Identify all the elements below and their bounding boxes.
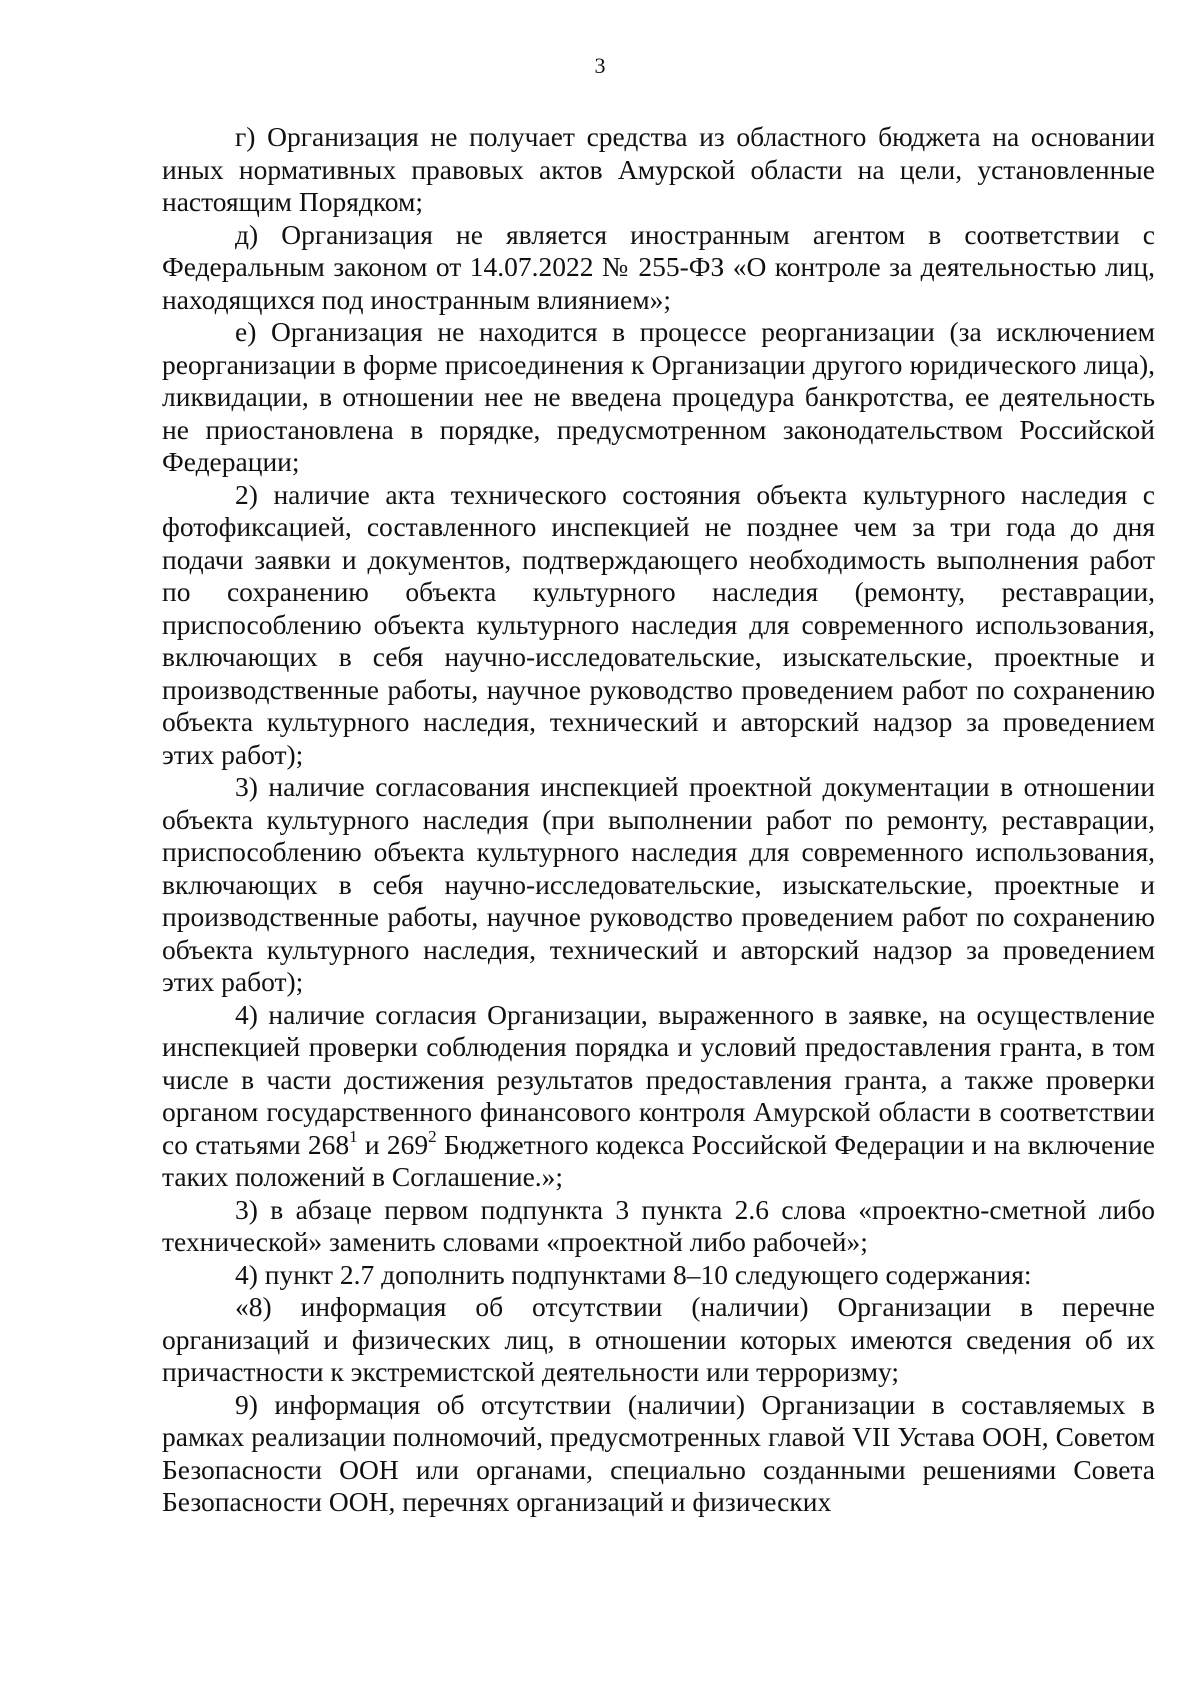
document-body <box>162 121 1155 1519</box>
paragraph-item-3: 3) наличие согласования инспекцией проектной документации в отношении объекта культурного наследия (при выполнении работ по ремонту, реставрации, приспособлению объекта культурного наследия для современного использования, включающих в себя научно-исследовательские, изыскательские, проектные и производственные работы, научное руководство проведением работ по сохранению объекта культурного наследия, технический и авторский надзор за проведением этих работ); <box>162 771 1155 997</box>
superscript-268-1: 1 <box>349 1126 358 1146</box>
paragraph-amendment-3: 3) в абзаце первом подпункта 3 пункта 2.6 слова «проектно-сметной либо технической» заменить словами «проектной либо рабочей»; <box>162 1193 1155 1257</box>
paragraph-amendment-4: 4) пункт 2.7 дополнить подпунктами 8–10 следующего содержания: <box>235 1258 1032 1290</box>
paragraph-subitem-8: «8) информация об отсутствии (наличии) Организации в перечне организаций и физических лиц, в отношении которых имеются сведения об их причастности к экстремистской деятельности или терроризму; <box>162 1291 1155 1387</box>
paragraph-item-4 <box>162 999 1155 1194</box>
paragraph-item-4-text-middle: и 269 <box>357 1128 429 1160</box>
paragraph-item-4-text-start: 4) наличие согласия Организации, выраженного в заявке, на осуществление инспекцией проверки соблюдения порядка и условий предоставления гранта, в том числе в части достижения результатов предоставления гранта, а также проверки органом государственного финансового контроля Амурской области в соответствии со статьями 268 <box>162 998 1155 1160</box>
paragraph-item-2: 2) наличие акта технического состояния объекта культурного наследия с фотофиксацией, составленного инспекцией не позднее чем за три года до дня подачи заявки и документов, подтверждающего необходимость выполнения работ по сохранению объекта культурного наследия (ремонту, реставрации, приспособлению объекта культурного наследия для современного использования, включающих в себя научно-исследовательские, изыскательские, проектные и производственные работы, научное руководство проведением работ по сохранению объекта культурного наследия, технический и авторский надзор за проведением этих работ); <box>162 478 1155 770</box>
paragraph-item-g: г) Организация не получает средства из областного бюджета на основании иных нормативных правовых актов Амурской области на цели, установленные настоящим Порядком; <box>162 121 1155 217</box>
paragraph-item-e: е) Организация не находится в процессе реорганизации (за исключением реорганизации в форме присоединения к Организации другого юридического лица), ликвидации, в отношении нее не введена процедура банкротства, ее деятельность не приостановлена в порядке, предусмотренном законодательством Российской Федерации; <box>162 316 1155 477</box>
superscript-269-2: 2 <box>428 1126 437 1146</box>
page-number: 3 <box>594 53 606 78</box>
paragraph-item-4-text-end: Бюджетного кодекса Российской Федерации и на включение таких положений в Соглашение.»; <box>162 1128 1155 1192</box>
paragraph-subitem-9: 9) информация об отсутствии (наличии) Организации в составляемых в рамках реализации полномочий, предусмотренных главой VII Устава ООН, Советом Безопасности ООН или органами, специально созданными решениями Совета Безопасности ООН, перечнях организаций и физических <box>162 1388 1155 1517</box>
paragraph-item-d: д) Организация не является иностранным агентом в соответствии с Федеральным законом от 14.07.2022 № 255-ФЗ «О контроле за деятельностью лиц, находящихся под иностранным влиянием»; <box>162 218 1155 315</box>
